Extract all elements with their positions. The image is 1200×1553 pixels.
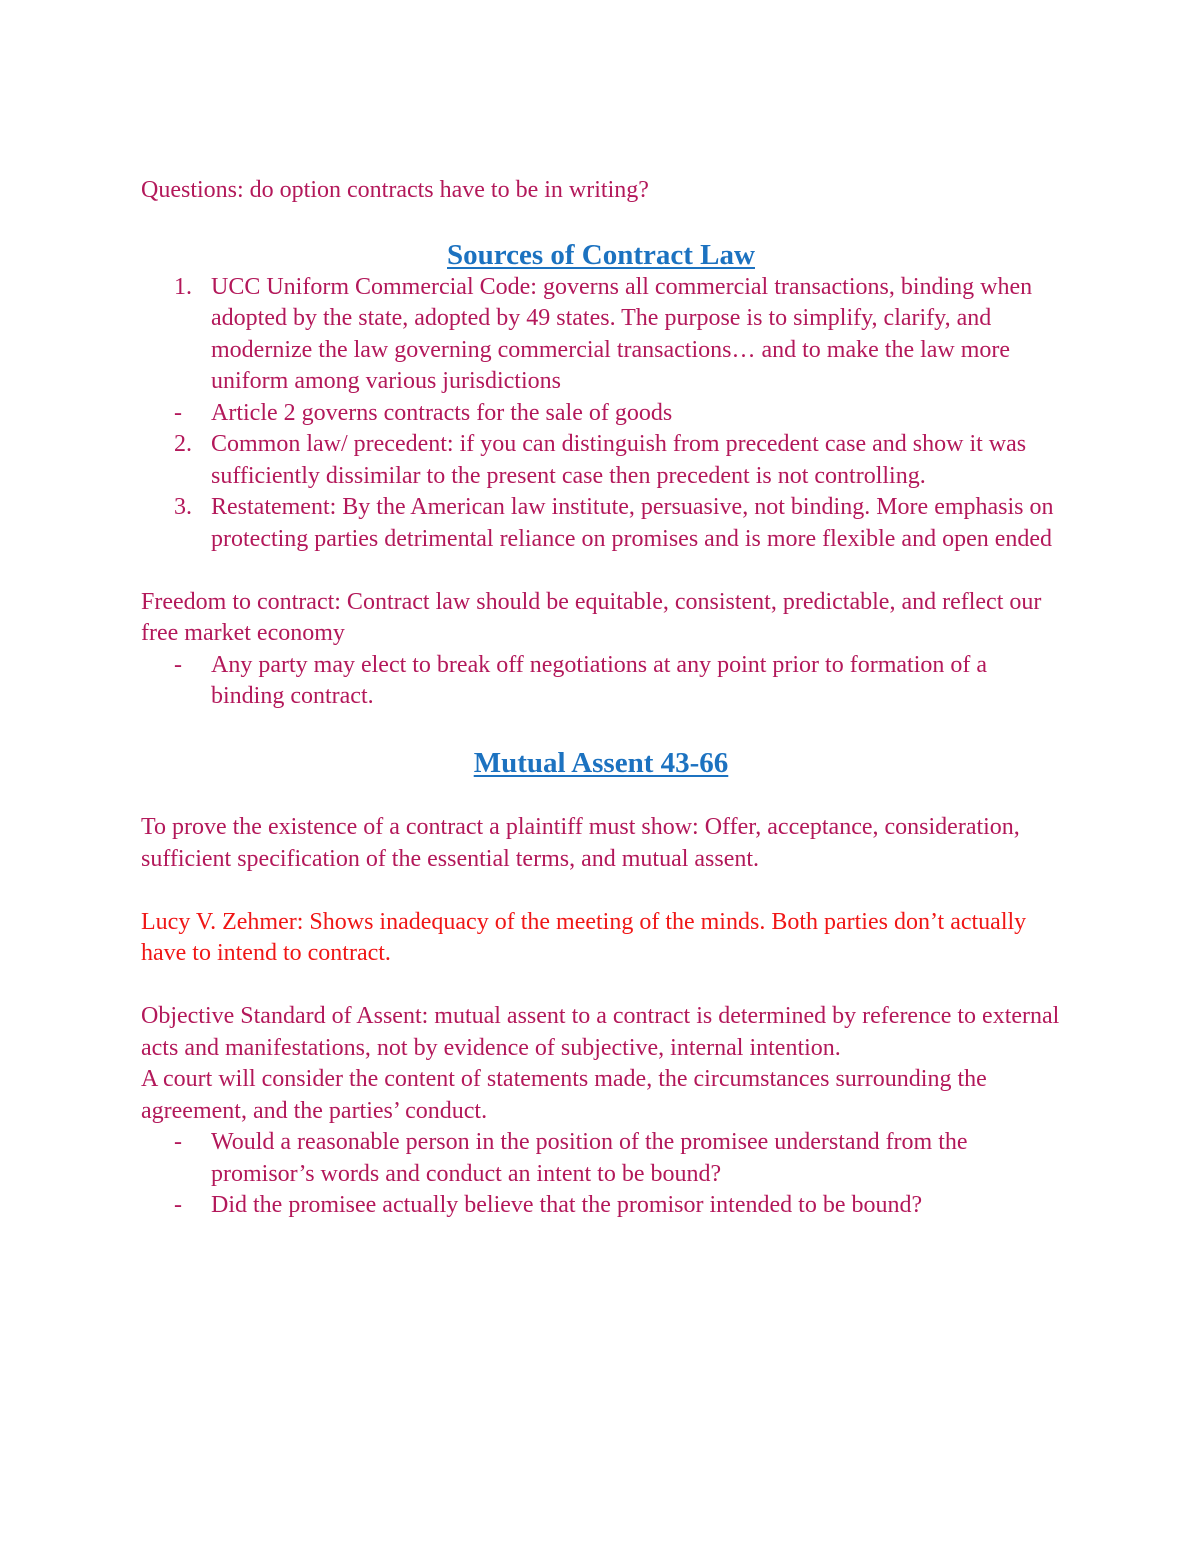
sources-list [141, 272, 1061, 556]
list-item-text: Did the promisee actually believe that the promisor intended to be bound? [211, 1192, 923, 1218]
spacer [141, 875, 1061, 907]
list-item [141, 1190, 1061, 1222]
list-item-text: Would a reasonable person in the position of the promisee understand from the promisor’s words and conduct an intent to be bound? [211, 1129, 968, 1187]
list-marker: 2. [174, 431, 192, 457]
list-item-text: Common law/ precedent: if you can distinguish from precedent case and show it was sufficiently dissimilar to the present case then precedent is not controlling. [211, 431, 1027, 489]
list-marker: - [174, 399, 182, 426]
list-item-text: Any party may elect to break off negotiations at any point prior to formation of a binding contract. [211, 651, 988, 709]
list-marker: - [174, 651, 182, 678]
intro-paragraph: To prove the existence of a contract a plaintiff must show: Offer, acceptance, consideration, sufficient specification of the essential terms, and mutual assent. [141, 814, 1020, 872]
section-heading-sources: Sources of Contract Law [447, 238, 755, 271]
freedom-bullets [141, 650, 1061, 713]
list-item [141, 492, 1061, 555]
spacer [141, 781, 1061, 813]
list-item-text: UCC Uniform Commercial Code: governs all commercial transactions, binding when adopted by the state, adopted by 49 states. The purpose is to simplify, clarify, and modernize the law governing commercial transactions… and to make the law more uniform among various jurisdictions [211, 273, 1033, 394]
list-marker: - [174, 1192, 182, 1218]
list-item [141, 650, 1061, 713]
list-item [141, 272, 1061, 398]
freedom-paragraph: Freedom to contract: Contract law should be equitable, consistent, predictable, and reflect our free market economy [141, 588, 1042, 646]
list-marker: 1. [174, 273, 192, 300]
list-item [141, 429, 1061, 492]
spacer [141, 555, 1061, 587]
court-paragraph: A court will consider the content of statements made, the circumstances surrounding the agreement, and the parties’ conduct. [141, 1066, 987, 1124]
list-marker: 3. [174, 494, 192, 520]
list-item [141, 398, 1061, 430]
list-item-text: Restatement: By the American law institute, persuasive, not binding. More emphasis on protecting parties detrimental reliance on promises and is more flexible and open ended [211, 494, 1054, 552]
section-heading-mutual-assent: Mutual Assent 43-66 [473, 746, 729, 779]
list-marker: - [174, 1129, 182, 1155]
objective-standard-paragraph: Objective Standard of Assent: mutual assent to a contract is determined by reference to external acts and manifestations, not by evidence of subjective, internal intention. [141, 1003, 1060, 1061]
assent-bullets [141, 1127, 1061, 1222]
list-item-text: Article 2 governs contracts for the sale of goods [211, 399, 673, 426]
spacer [141, 970, 1061, 1002]
questions-line: Questions: do option contracts have to be in writing? [141, 177, 649, 203]
list-item [141, 1127, 1061, 1190]
case-paragraph: Lucy V. Zehmer: Shows inadequacy of the meeting of the minds. Both parties don’t actually have to intend to contract. [141, 908, 1027, 966]
document-page [141, 175, 1061, 1222]
